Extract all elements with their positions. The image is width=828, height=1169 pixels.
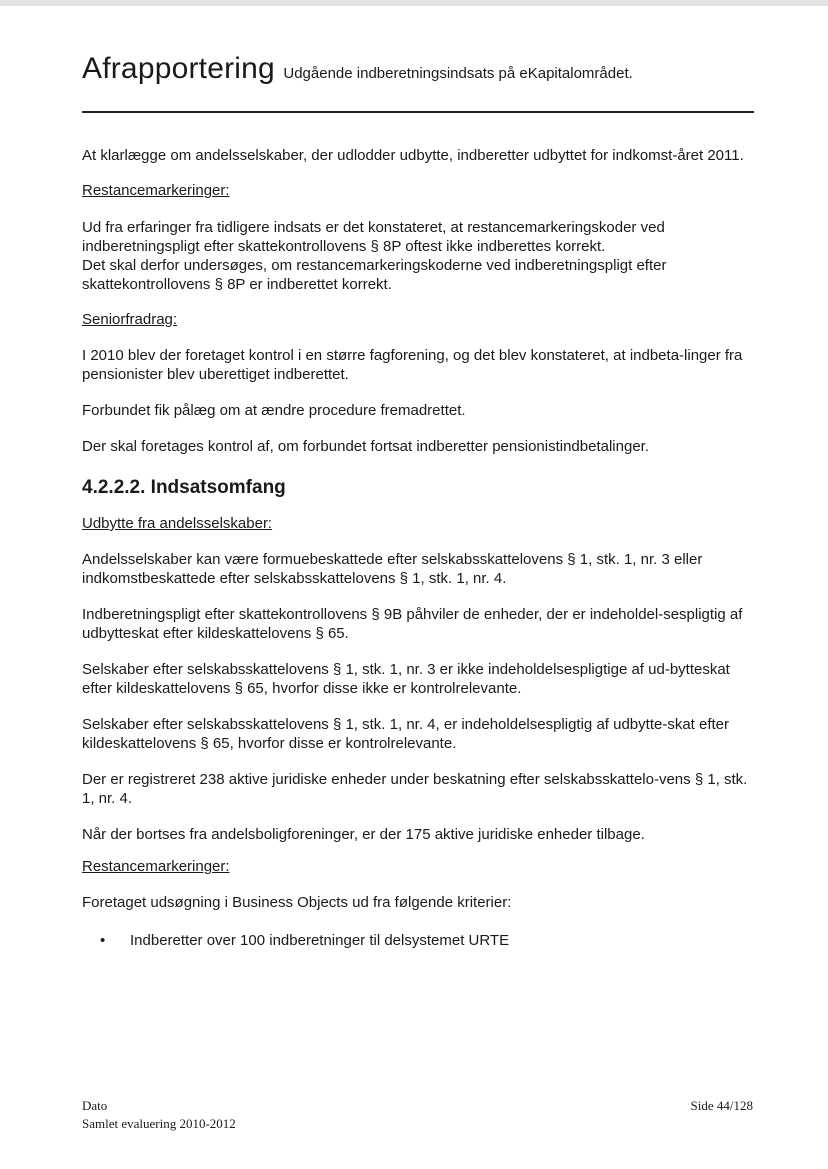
paragraph-purpose: At klarlægge om andelsselskaber, der udlodder udbytte, indberetter udbyttet for indkomst-året 2011. xyxy=(82,147,744,164)
list-item-text: Indberetter over 100 indberetninger til delsystemet URTE xyxy=(130,932,510,949)
body-content xyxy=(82,146,754,950)
paragraph-selskaber-nr4: Selskaber efter selskabsskattelovens § 1, stk. 1, nr. 4, er indeholdelsespligtig af udbytte-skat efter kildeskattelovens § 65, hvorfor disse er kontrolrelevante. xyxy=(82,716,730,752)
list-item xyxy=(82,931,754,950)
footer-page-number: Side 44/128 xyxy=(690,1098,753,1113)
footer-dato: Dato xyxy=(82,1098,108,1113)
header-rule xyxy=(82,111,754,113)
paragraph-registreret: Der er registreret 238 aktive juridiske enheder under beskatning efter selskabsskattelo-vens § 1, stk. 1, nr. 4. xyxy=(82,771,748,807)
header-subtitle: Udgående indberetningsindsats på eKapitalområdet. xyxy=(283,65,633,82)
top-edge xyxy=(0,0,828,6)
heading-udbytte: Udbytte fra andelsselskaber: xyxy=(82,515,273,532)
paragraph-senior: I 2010 blev der foretaget kontrol i en større fagforening, og det blev konstateret, at indbeta-linger fra pensionister blev uberettiget indberettet. xyxy=(82,347,743,383)
footer-left xyxy=(82,1097,236,1133)
paragraph-kontrol: Der skal foretages kontrol af, om forbundet fortsat indberetter pensionistindbetalinger. xyxy=(82,438,649,455)
heading-seniorfradrag: Seniorfradrag: xyxy=(82,311,178,328)
page-header xyxy=(82,52,633,86)
heading-restancemarkeringer-2: Restancemarkeringer: xyxy=(82,858,230,875)
paragraph-andelsselskaber: Andelsselskaber kan være formuebeskattede efter selskabsskattelovens § 1, stk. 1, nr. 3 eller indkomstbeskattede efter selskabsskattelovens § 1, stk. 1, nr. 4. xyxy=(82,551,703,587)
bullet-icon: • xyxy=(100,932,106,949)
paragraph-udsoegning: Foretaget udsøgning i Business Objects ud fra følgende kriterier: xyxy=(82,894,512,911)
paragraph-selskaber-nr3: Selskaber efter selskabsskattelovens § 1, stk. 1, nr. 3 er ikke indeholdelsespligtige af ud-bytteskat efter kildeskattelovens § 65, hvorfor disse ikke er kontrolrelevante. xyxy=(82,661,730,697)
paragraph-restance-2: Det skal derfor undersøges, om restancemarkeringskoderne ved indberetningspligt efter skattekontrollovens § 8P er indberettet korrekt. xyxy=(82,257,667,293)
paragraph-forbundet: Forbundet fik pålæg om at ændre procedure fremadrettet. xyxy=(82,402,466,419)
paragraph-indberetningspligt: Indberetningspligt efter skattekontrollovens § 9B påhviler de enheder, der er indeholdel-sespligtig af udbytteskat efter kildeskattelovens § 65. xyxy=(82,606,743,642)
heading-restancemarkeringer: Restancemarkeringer: xyxy=(82,182,230,199)
footer-document-title: Samlet evaluering 2010-2012 xyxy=(82,1116,236,1131)
paragraph-restance-1: Ud fra erfaringer fra tidligere indsats er det konstateret, at restancemarkeringskoder ved indberetningspligt efter skattekontrollovens § 8P oftest ikke indberettes korrekt. xyxy=(82,219,665,255)
paragraph-bortses: Når der bortses fra andelsboligforeninger, er der 175 aktive juridiske enheder tilbage. xyxy=(82,826,645,843)
section-heading: 4.2.2.2. Indsatsomfang xyxy=(82,477,286,498)
header-title: Afrapportering xyxy=(82,52,275,85)
